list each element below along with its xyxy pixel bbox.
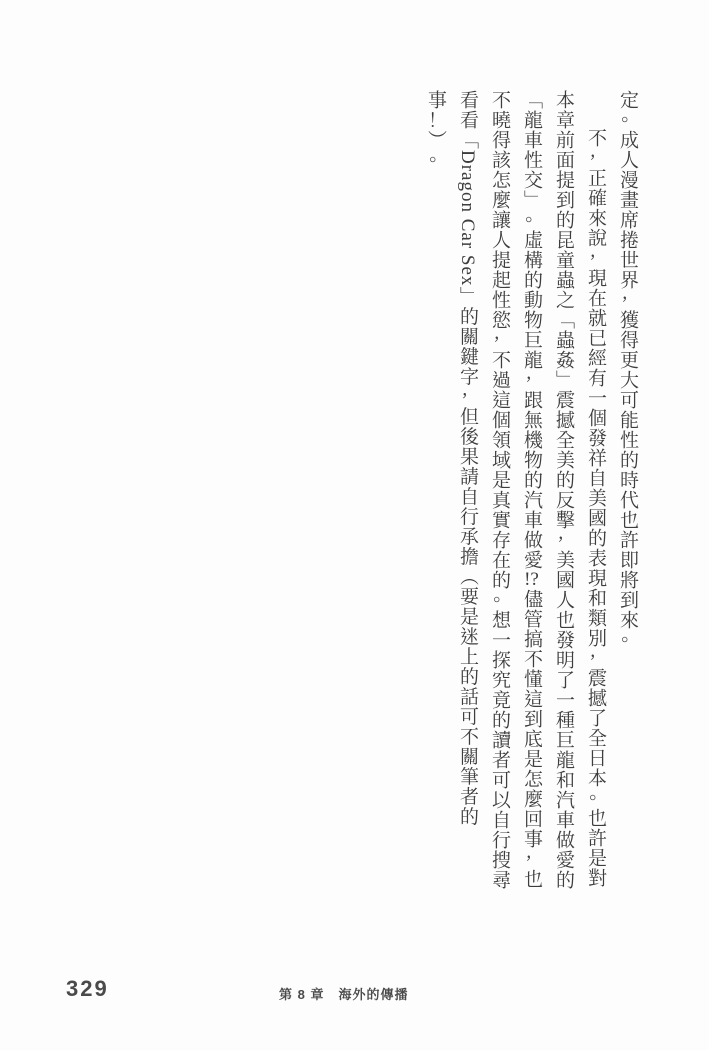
page-number: 329 [66,976,109,1001]
paragraph: 定。成人漫畫席捲世界，獲得更大可能性的時代也許即將到來。 [617,90,638,650]
chapter-title: 第 8 章 海外的傳播 [279,987,409,1002]
main-text-block [419,90,643,896]
combined-exclamation-question: !? [524,570,539,589]
paragraph: 不，正確來說，現在就已經有一個發祥自美國的表現和類別，震撼了全日本。也許是對本章前面提到的昆童蟲之「蟲姦」震撼全美的反擊，美國人也發明了一種巨龍和汽車做愛的「龍車性交」。虛構的動物巨龍，跟無機物的汽車做愛!?儘管搞不懂這到底是怎麼回事，也不曉得該怎麼讓人提起性慾，不過這個領域是真實存在的。想一探究竟的讀者可以自行搜尋看看「Dragon Car Sex」的關鍵字，但後果請自行承擔（要是迷上的話可不關筆者的事！）。 [425,90,606,890]
